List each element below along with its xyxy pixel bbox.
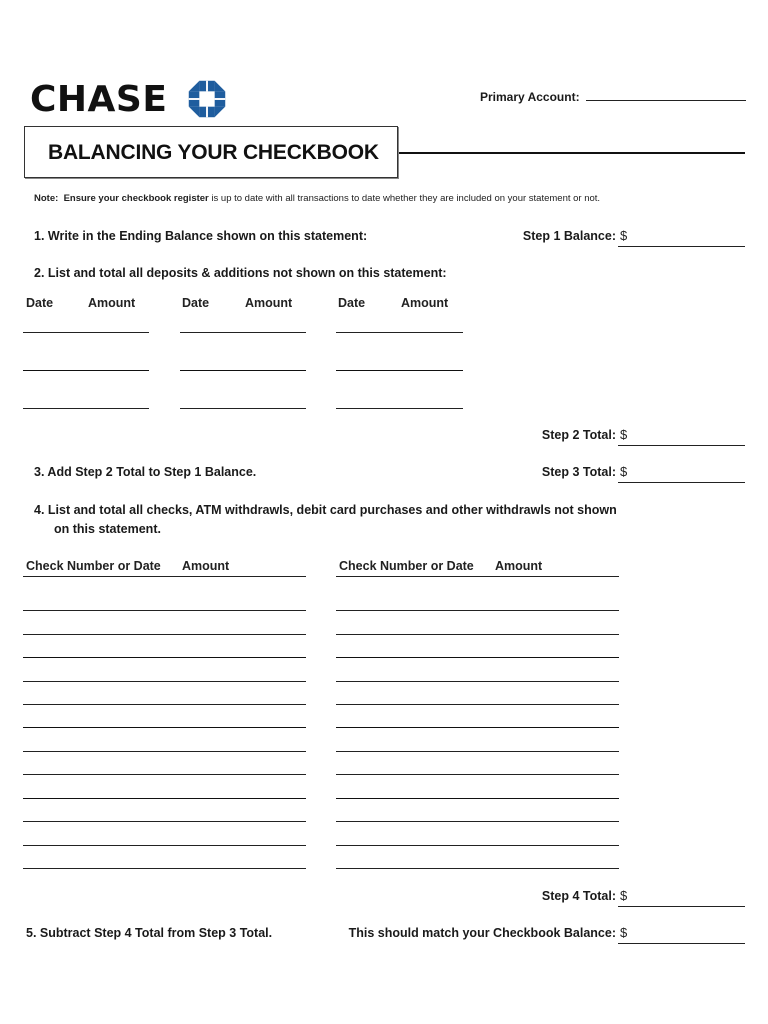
deposit-entry-line[interactable] [336,332,463,333]
step5-total-label: This should match your Checkbook Balance: [348,926,616,940]
deposit-entry-line[interactable] [180,370,306,371]
withdrawal-entry-line[interactable] [23,868,306,869]
step1-instruction: 1. Write in the Ending Balance shown on this statement: [34,229,368,243]
note-bold-text: Ensure your checkbook register [63,193,209,204]
step3-instruction: 3. Add Step 2 Total to Step 1 Balance. [34,465,257,479]
step2-col-date-3: Date [338,296,366,310]
step1-answer-line[interactable] [618,246,745,247]
withdrawal-entry-line[interactable] [23,798,306,799]
step4-currency: $ [620,888,628,903]
withdrawal-entry-line[interactable] [23,634,306,635]
withdrawal-entry-line[interactable] [336,798,619,799]
deposit-entry-line[interactable] [23,408,149,409]
step4-header-rule-left [23,576,306,577]
withdrawal-entry-line[interactable] [23,681,306,682]
step5-instruction: 5. Subtract Step 4 Total from Step 3 Total. [26,926,273,940]
step4-col-check-1: Check Number or Date [26,559,161,573]
withdrawal-entry-line[interactable] [23,657,306,658]
step2-col-amount-3: Amount [401,296,449,310]
primary-account-label: Primary Account: [480,90,580,104]
deposit-entry-line[interactable] [180,408,306,409]
step2-currency: $ [620,427,628,442]
deposit-entry-line[interactable] [23,370,149,371]
note [34,193,600,204]
withdrawal-entry-line[interactable] [336,704,619,705]
step4-col-check-2: Check Number or Date [339,559,474,573]
step4-answer-line[interactable] [618,906,745,907]
withdrawal-entry-line[interactable] [23,774,306,775]
step4-instruction-line2: on this statement. [54,522,161,536]
withdrawal-entry-line[interactable] [23,751,306,752]
brand-wordmark: CHASE [30,79,168,120]
step3-answer-line[interactable] [618,482,745,483]
step2-instruction: 2. List and total all deposits & additions not shown on this statement: [34,266,447,280]
withdrawal-entry-line[interactable] [23,727,306,728]
page-title: BALANCING YOUR CHECKBOOK [48,141,379,164]
withdrawal-entry-line[interactable] [336,868,619,869]
chase-octagon-icon [188,80,226,118]
withdrawal-entry-line[interactable] [336,845,619,846]
step3-total-label: Step 3 Total: [541,465,616,479]
deposit-entry-line[interactable] [336,408,463,409]
step4-col-amount-2: Amount [495,559,543,573]
step4-header-rule-right [336,576,619,577]
deposit-entry-line[interactable] [180,332,306,333]
deposit-entry-line[interactable] [23,332,149,333]
withdrawal-entry-line[interactable] [336,657,619,658]
withdrawal-entry-line[interactable] [23,845,306,846]
step2-col-date-2: Date [182,296,210,310]
step4-total-label: Step 4 Total: [541,889,616,903]
withdrawal-entry-line[interactable] [336,634,619,635]
note-text: is up to date with all transactions to date whether they are included on your statement or not. [211,193,601,204]
withdrawal-entry-line[interactable] [336,774,619,775]
withdrawal-entry-line[interactable] [336,610,619,611]
primary-account-blank[interactable] [586,90,746,101]
step1-currency: $ [620,228,628,243]
step2-total-label: Step 2 Total: [541,428,616,442]
withdrawal-entry-line[interactable] [336,821,619,822]
step4-col-amount-1: Amount [182,559,230,573]
step2-col-date-1: Date [26,296,54,310]
step2-col-amount-2: Amount [245,296,293,310]
note-label: Note: [34,193,59,204]
step2-answer-line[interactable] [618,445,745,446]
withdrawal-entry-line[interactable] [23,821,306,822]
withdrawal-entry-line[interactable] [336,751,619,752]
primary-account-field [480,90,746,104]
step2-col-amount-1: Amount [88,296,136,310]
withdrawal-entry-line[interactable] [336,681,619,682]
step5-currency: $ [620,925,628,940]
step4-instruction-line1: 4. List and total all checks, ATM withdrawls, debit card purchases and other withdrawls not shown [34,503,617,517]
withdrawal-entry-line[interactable] [336,727,619,728]
step3-currency: $ [620,464,628,479]
title-rule [399,152,745,154]
step1-total-label: Step 1 Balance: [522,229,616,243]
withdrawal-entry-line[interactable] [23,610,306,611]
withdrawal-entry-line[interactable] [23,704,306,705]
step5-answer-line[interactable] [618,943,745,944]
deposit-entry-line[interactable] [336,370,463,371]
